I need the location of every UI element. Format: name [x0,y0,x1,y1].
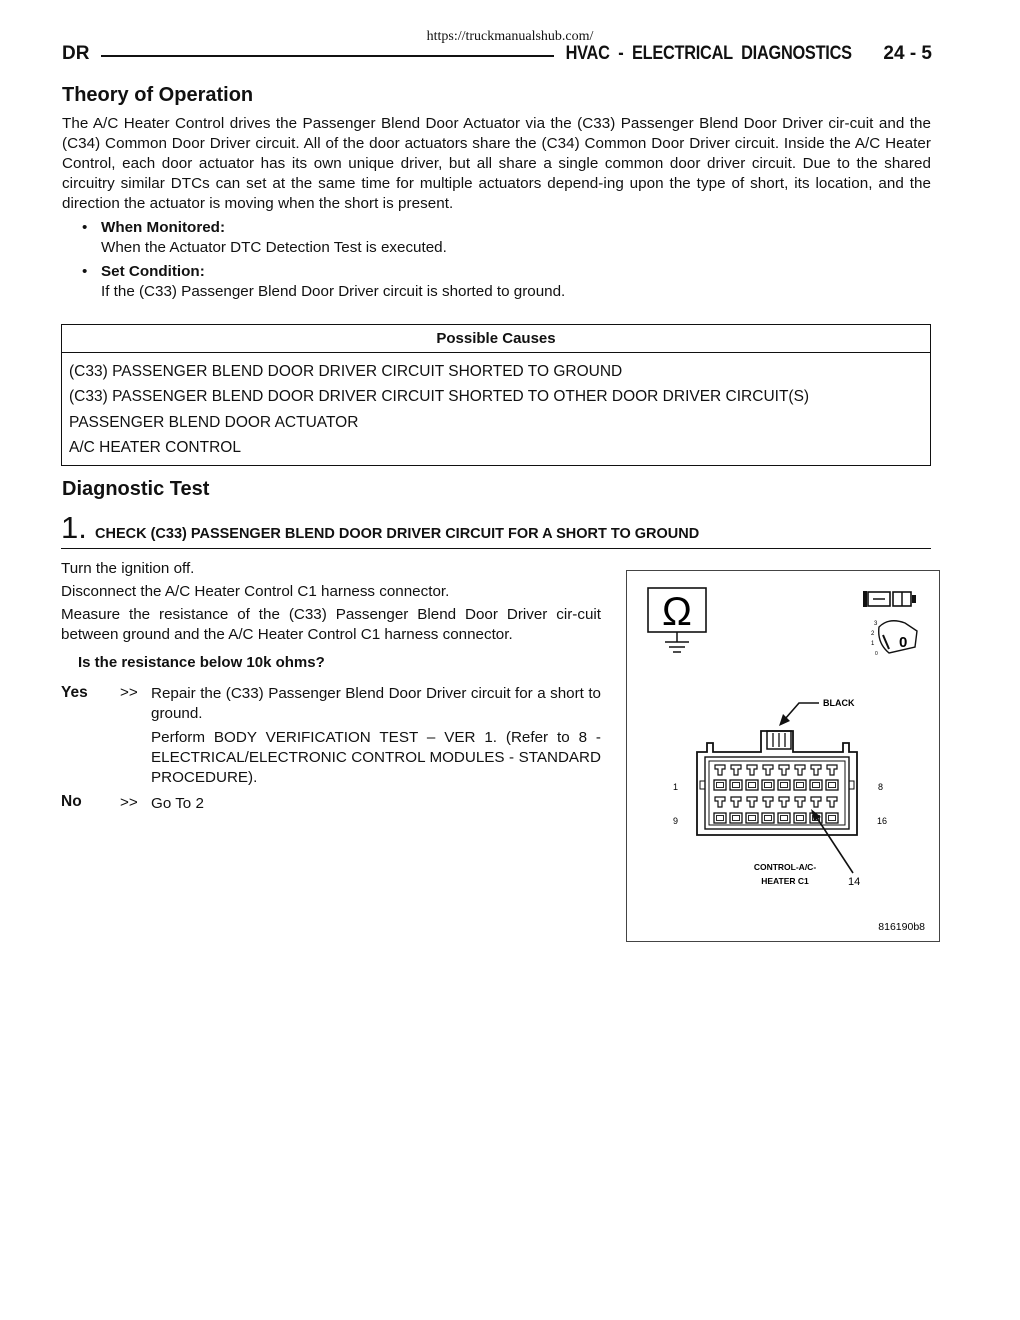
pin-cavity [746,780,758,790]
causes-header: Possible Causes [62,325,931,353]
cause-row: (C33) PASSENGER BLEND DOOR DRIVER CIRCUIT SHORTED TO OTHER DOOR DRIVER CIRCUIT(S) [69,388,810,406]
pin-cavity [810,780,822,790]
page-number: 24 - 5 [883,43,932,64]
test-question: Is the resistance below 10k ohms? [78,654,325,671]
pin-terminal [715,797,725,807]
pin-terminal [779,797,789,807]
pin-terminal [827,797,837,807]
connector-pins [714,765,838,823]
pin-cavity-inner [765,783,772,788]
pin-cavity [762,813,774,823]
c1-connector-face [697,731,857,835]
pin-cavity-inner [829,783,836,788]
step-number: 1. [61,510,87,545]
pin-cavity-inner [749,783,756,788]
pin-terminal [715,765,725,775]
pin-cavity-inner [829,816,836,821]
pin-terminal [795,797,805,807]
header-section-title: HVAC - ELECTRICAL DIAGNOSTICS [565,43,852,64]
pin-terminal [811,765,821,775]
pin-cavity [794,813,806,823]
pin-cavity-inner [765,816,772,821]
bullet-label: When Monitored: [101,219,226,236]
answer-yes-text: Repair the (C33) Passenger Blend Door Driver circuit for a short to ground. [151,685,601,723]
pin-cavity [762,780,774,790]
pin-cavity-inner [797,783,804,788]
pin-terminal [779,765,789,775]
pin-cavity-inner [813,783,820,788]
meter-reading: 0 [899,634,908,651]
answer-arrow: >> [120,794,138,811]
pin-terminal [747,797,757,807]
pin-terminal [795,765,805,775]
instruction-line: Disconnect the A/C Heater Control C1 harness connector. [61,583,450,600]
diagnostic-heading: Diagnostic Test [62,478,210,500]
bullet-dot: • [82,219,88,236]
pin-cavity-inner [781,783,788,788]
answer-yes-label: Yes [61,684,88,701]
bullet-text: When the Actuator DTC Detection Test is executed. [101,239,447,256]
ohm-symbol: Ω [662,590,692,634]
answer-yes-verify: Perform BODY VERIFICATION TEST – VER 1. (Refer to 8 - ELECTRICAL/ELECTRONIC CONTROL MODULES - STANDARD PROCEDURE). [151,729,601,787]
connector-figure [626,570,940,942]
pin-cavity [730,780,742,790]
meter-scale-label: 3 [874,621,878,627]
source-url[interactable]: https://truckmanualshub.com/ [426,29,594,44]
pin-cavity [746,813,758,823]
figure-id: 816190b8 [878,921,925,933]
connector-diagram [627,571,939,941]
color-label: BLACK [823,698,855,708]
step-title: CHECK (C33) PASSENGER BLEND DOOR DRIVER CIRCUIT FOR A SHORT TO GROUND [95,526,700,542]
bullet-dot: • [82,263,88,280]
pin-label-9: 9 [673,816,679,826]
pin-label-16: 16 [877,816,888,826]
meter-scale-label: 2 [871,631,875,637]
instruction-line: Turn the ignition off. [61,560,195,577]
header-rule [101,55,554,57]
pin-terminal [747,765,757,775]
pin-label-8: 8 [878,782,884,792]
pin-cavity-inner [717,816,724,821]
meter-scale-label: 0 [875,651,878,657]
cause-row: (C33) PASSENGER BLEND DOOR DRIVER CIRCUIT SHORTED TO GROUND [69,362,623,380]
possible-causes-table [61,324,931,466]
answer-arrow: >> [120,684,138,701]
pin-cavity [714,780,726,790]
ohmmeter-ground-icon [648,588,706,652]
pin-label-1: 1 [673,782,679,792]
answer-no-label: No [61,793,82,810]
pin-cavity [826,780,838,790]
answer-no-text[interactable]: Go To 2 [151,795,204,812]
pin-terminal [731,765,741,775]
bullet-label: Set Condition: [101,263,205,280]
header-section-code: DR [62,43,90,64]
bullet-text: If the (C33) Passenger Blend Door Driver circuit is shorted to ground. [101,283,566,300]
pin-cavity-inner [781,816,788,821]
pin-cavity [826,813,838,823]
pin-terminal [731,797,741,807]
pin-cavity [794,780,806,790]
pin-cavity [714,813,726,823]
connector-name-line1: CONTROL-A/C- [753,862,817,872]
pin-terminal [763,765,773,775]
meter-scale-label: 1 [871,641,875,647]
pin-label-14: 14 [848,876,861,888]
pin-cavity-inner [733,783,740,788]
pin-terminal [811,797,821,807]
pin-cavity-inner [749,816,756,821]
pin-cavity-inner [733,816,740,821]
step-rule [61,548,931,549]
pin-cavity-inner [717,783,724,788]
cause-row: A/C HEATER CONTROL [69,439,241,457]
pin-terminal [763,797,773,807]
pin-cavity-inner [797,816,804,821]
disconnected-connector-icon [863,591,916,607]
cause-row: PASSENGER BLEND DOOR ACTUATOR [69,413,359,431]
pin-cavity [778,780,790,790]
connector-name-line2: HEATER C1 [761,876,809,886]
pin-cavity [778,813,790,823]
pin-cavity [730,813,742,823]
meter-icon [871,621,917,657]
theory-heading: Theory of Operation [62,84,254,106]
instruction-line: Measure the resistance of the (C33) Passenger Blend Door Driver cir-cuit between ground and the A/C Heater Control C1 harness connector. [61,606,601,644]
theory-paragraph: The A/C Heater Control drives the Passenger Blend Door Actuator via the (C33) Passenger Blend Door Driver cir-cuit and the (C34) Common Door Driver circuit. All of the door actuators share the (C34) Common Door Driver circuit. Inside the A/C Heater Control, each door actuator has its own unique driver, but all share a single common door driver circuit. Due to the shared circuitry similar DTCs can set at the same time for multiple actuators depend-ing upon the type of short, its location, and the direction the actuator is moving when the short is present. [62,115,931,213]
pin-terminal [827,765,837,775]
